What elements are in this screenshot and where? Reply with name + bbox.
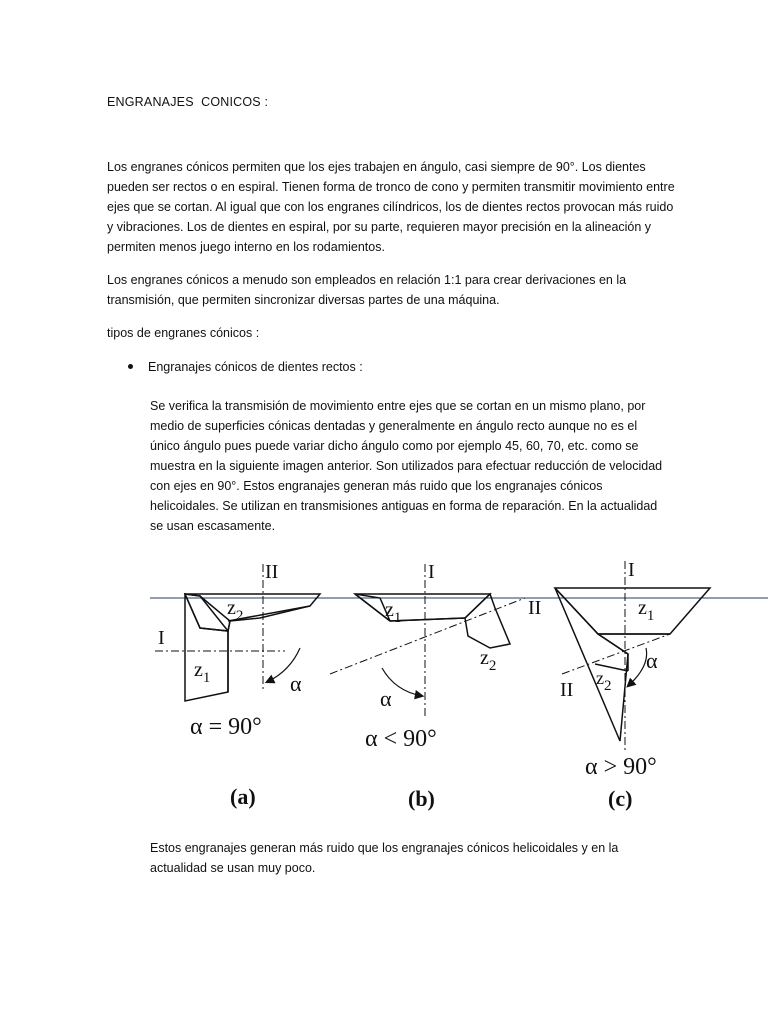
panel-b-gear-top-label: $z_1$ [385, 599, 402, 626]
panel-a-axis-h-label: I [158, 627, 165, 649]
panel-a-label: (a) [230, 784, 256, 809]
panel-c-gear-top-label: $z_1$ [638, 597, 655, 624]
panel-a-angle-caption: α = 90° [190, 714, 262, 740]
intro-paragraph: Los engranes cónicos permiten que los ejes trabajen en ángulo, casi siempre de 90°. Los dientes pueden ser rectos o en espiral. Tienen forma de tronco de cono y permiten transmitir movimiento entre ejes que se cortan. Al igual que con los engranes cilíndricos, los de dientes rectos provocan más ruido y vibraciones. Los de dientes en espiral, por su parte, requieren mayor precisión en la alineación y permiten menos juego interno en los rodamientos. [107, 160, 675, 254]
panel-c-axis-oblique-label: II [560, 679, 574, 701]
panel-a-gear-top-label: $z_2$ [227, 597, 244, 624]
bevel-gear-diagram [150, 556, 768, 816]
panel-b-angle-symbol: α [380, 686, 392, 711]
usage-paragraph: Los engranes cónicos a menudo son empleados en relación 1:1 para crear derivaciones en la transmisión, que permiten sincronizar diversas partes de una máquina. [107, 273, 627, 307]
document-title: ENGRANAJES CONICOS : [107, 95, 269, 109]
straight-teeth-paragraph: Se verifica la transmisión de movimiento entre ejes que se cortan en un mismo plano, por medio de superficies cónicas dentadas y generalmente en ángulo recto aunque no es el único ángulo pues puede variar dicho ángulo como por ejemplo 45, 60, 70, etc. como se muestra en la siguiente imagen anterior. Son utilizados para efectuar reducción de velocidad con ejes en 90°. Estos engranajes generan más ruido que los engranajes cónicos helicoidales. Se utilizan en transmisiones antiguas en forma de reparación. En la actualidad se usan escasamente. [150, 399, 663, 533]
bullet-label: Engranajes cónicos de dientes rectos : [148, 360, 363, 374]
bullet-icon [128, 364, 133, 369]
panel-c-angle-symbol: α [646, 648, 658, 673]
panel-a-gear-side-label: $z_1$ [194, 659, 211, 686]
bevel-gear-figure [150, 556, 768, 816]
panel-b-axis-oblique-label: II [528, 597, 542, 619]
panel-b-gear-side-label: $z_2$ [480, 647, 497, 674]
bullet-item-straight-teeth [128, 357, 363, 377]
panel-c-axis-v-label: I [628, 559, 635, 581]
panel-a-angle-symbol: α [290, 671, 302, 696]
panel-c-gear-side-label: $z_2$ [596, 668, 612, 694]
types-heading: tipos de engranes cónicos : [107, 326, 260, 340]
panel-c [555, 559, 710, 811]
panel-a-axis-v-label: II [265, 561, 279, 583]
panel-b-axis-v-label: I [428, 561, 435, 583]
panel-c-angle-caption: α > 90° [585, 754, 657, 780]
panel-b-angle-caption: α < 90° [365, 726, 437, 752]
closing-paragraph: Estos engranajes generan más ruido que los engranajes cónicos helicoidales y en la actualidad se usan muy poco. [150, 841, 619, 875]
panel-b-label: (b) [408, 786, 435, 811]
panel-c-label: (c) [608, 786, 633, 811]
